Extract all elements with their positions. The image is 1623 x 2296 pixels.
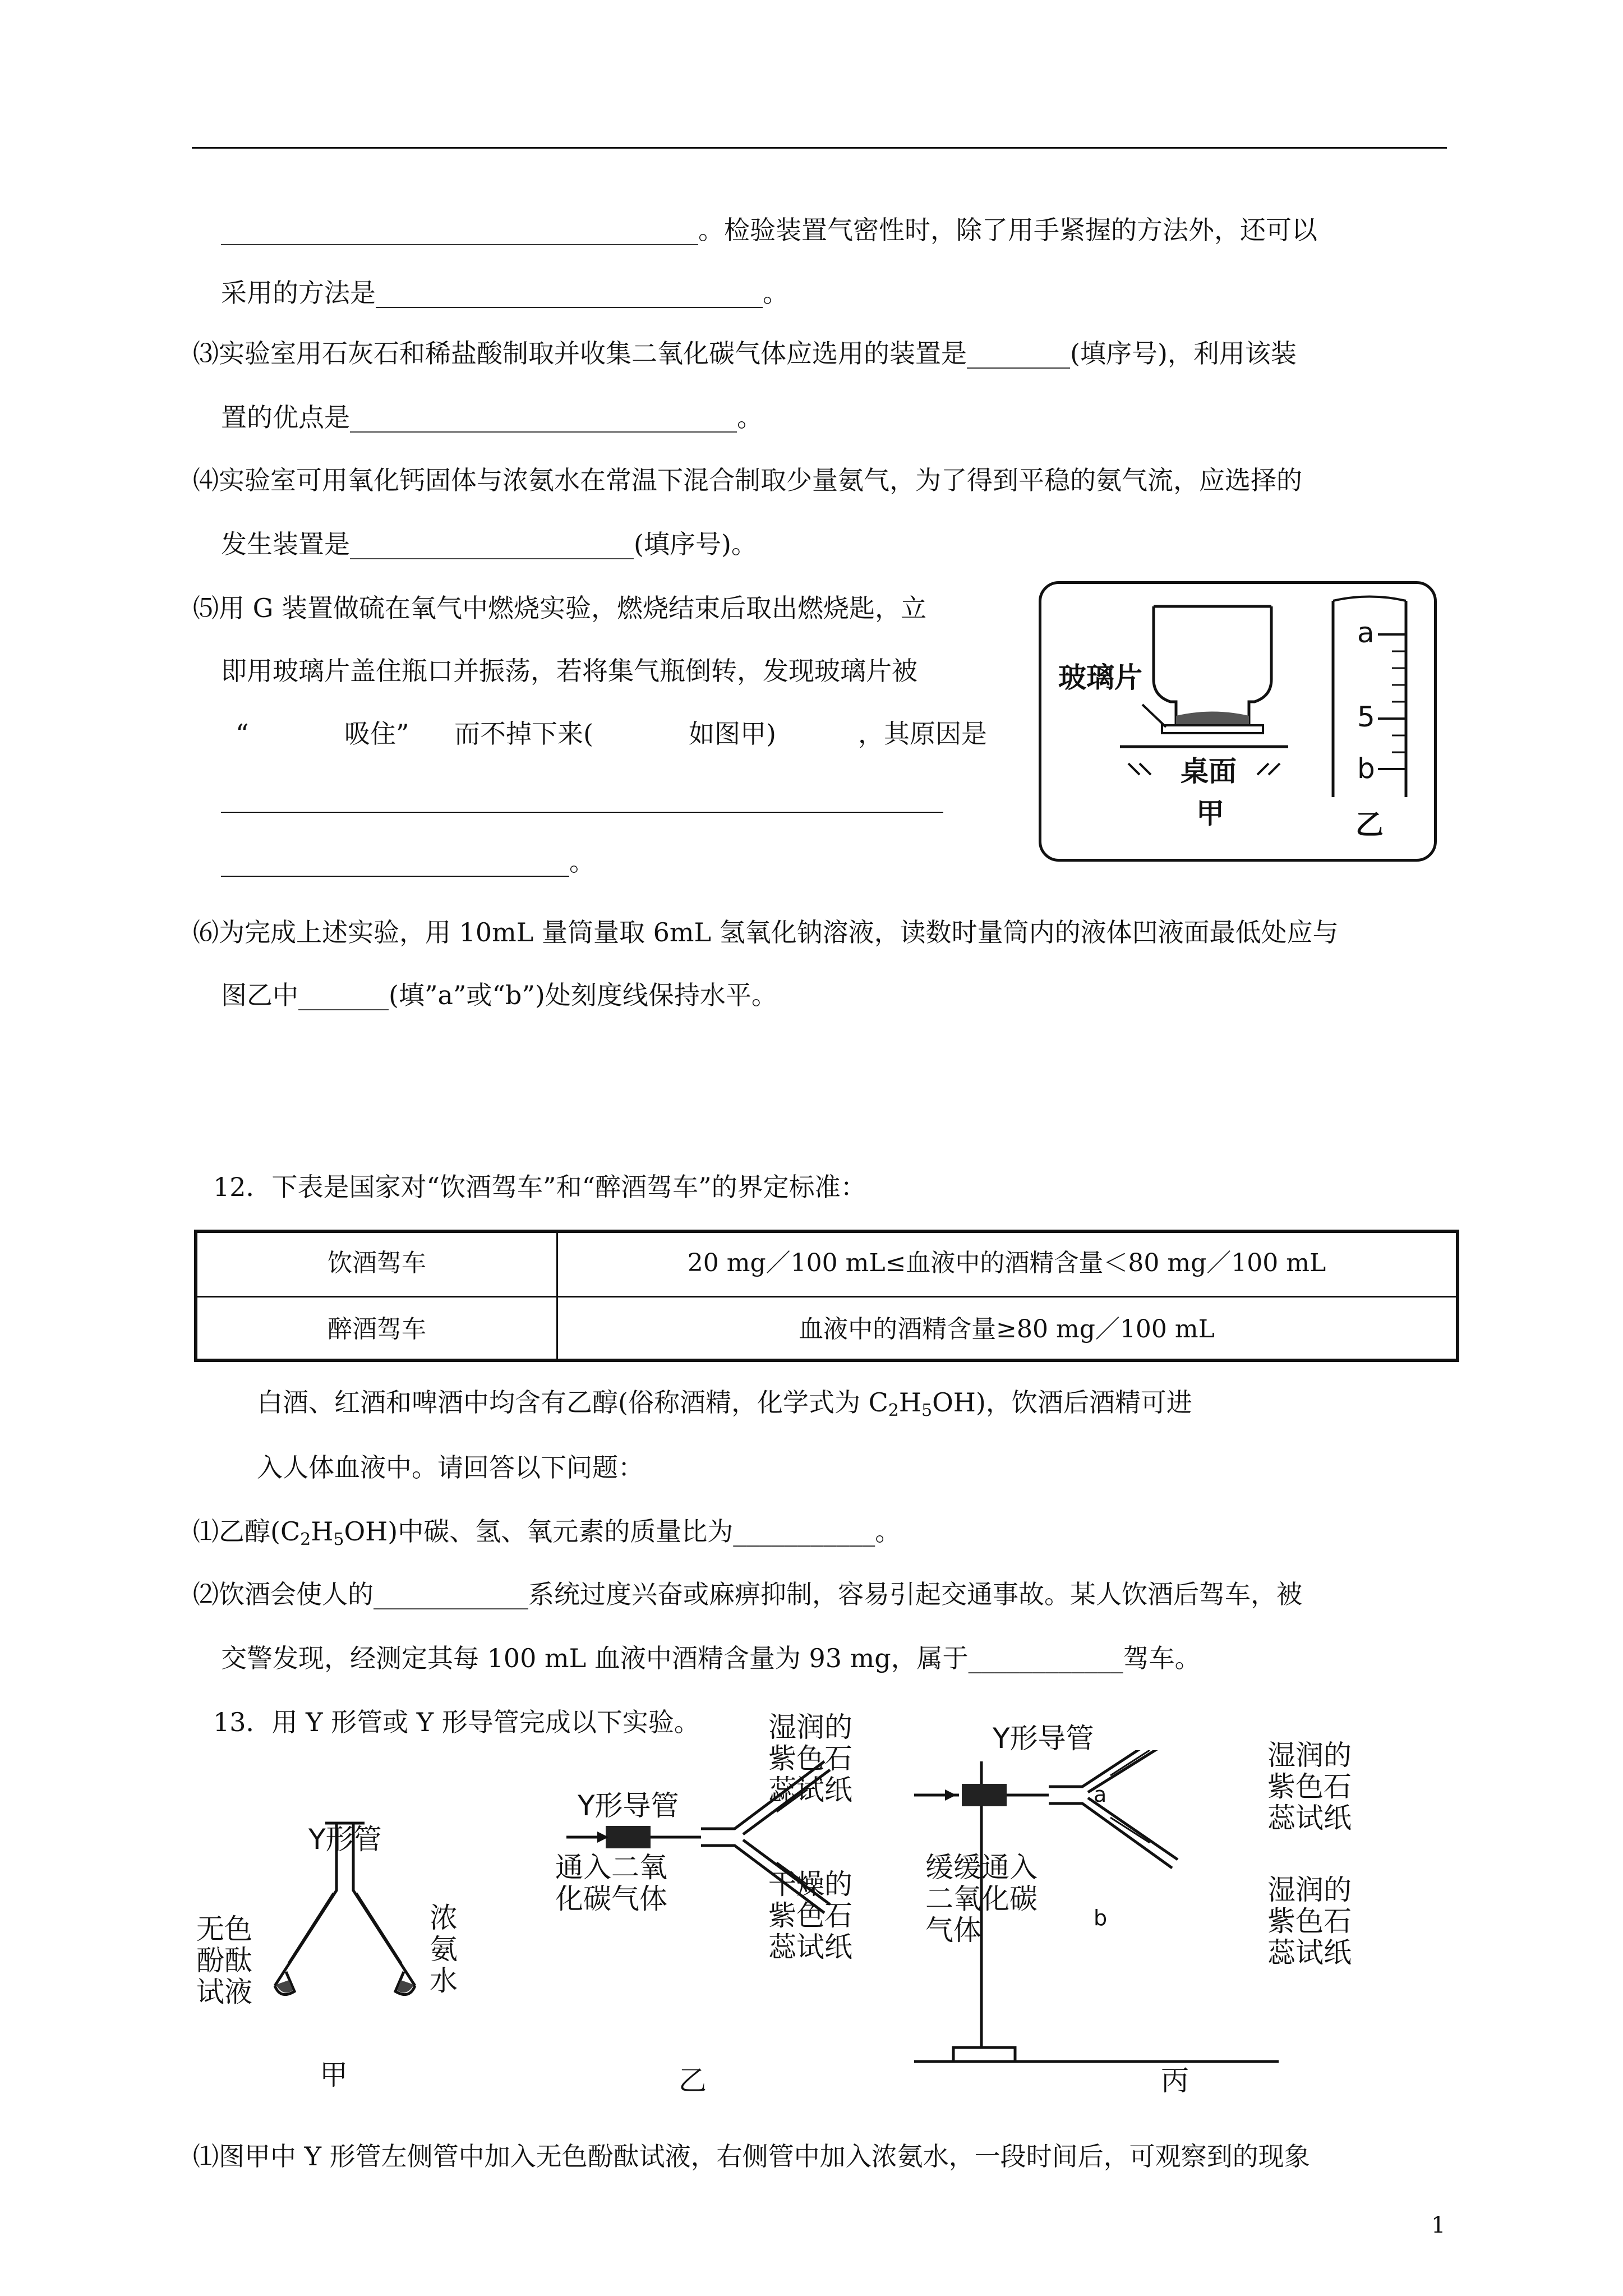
- q12-after-line-1: 白酒、红酒和啤酒中均含有乙醇(俗称酒精，化学式为 $C_2H_5OH$)，饮酒后酒精可进: [257, 1387, 1192, 1420]
- bing-inlet-label-3: 气体: [925, 1914, 981, 1947]
- yi-top-label-1: 湿润的: [768, 1711, 852, 1743]
- yi-bottom-label-3: 蕊试纸: [768, 1931, 852, 1963]
- table-row-1-criterion: 20 mg／100 mL≤血液中的酒精含量＜80 mg／100 mL: [687, 1249, 1326, 1277]
- jia-left-label-2: 酚酞: [196, 1944, 252, 1977]
- yi-inlet-label-1: 通入二氧: [555, 1851, 667, 1884]
- q11-part5-line-4: ________________________________________________________: [221, 783, 943, 813]
- q11-part6-line-2: 图乙中_______(填”a”或“b”)处刻度线保持水平。: [221, 980, 777, 1010]
- bing-b-label: b: [1094, 1906, 1108, 1930]
- q11-part5-line-3e: ，其原因是: [858, 719, 987, 749]
- figure-jia-yi: [1039, 581, 1437, 862]
- q11-part5-line-2: 即用玻璃片盖住瓶口并振荡，若将集气瓶倒转，发现玻璃片被: [221, 656, 917, 686]
- jia-right-label-1: 浓: [430, 1902, 458, 1934]
- table-row-divider: [197, 1296, 1456, 1297]
- yi-top-label-2: 紫色石: [768, 1742, 852, 1775]
- bing-bottom-label-1: 湿润的: [1267, 1874, 1352, 1906]
- q11-part5-line-3b: 吸住”: [344, 719, 409, 749]
- bing-top-label-3: 蕊试纸: [1267, 1802, 1352, 1834]
- q11-part4-line-1: ⑷实验室可用氧化钙固体与浓氨水在常温下混合制取少量氨气，为了得到平稳的氨气流，应选择的: [193, 465, 1302, 495]
- yi-title: Y形导管: [578, 1789, 679, 1822]
- jia-caption: 甲: [320, 2059, 348, 2091]
- table-row-2-category: 醉酒驾车: [328, 1315, 426, 1343]
- yi-inlet-label-2: 化碳气体: [555, 1883, 667, 1915]
- desk-label: 桌面: [1181, 755, 1237, 788]
- q12-intro: 12．下表是国家对“饮酒驾车”和“醉酒驾车”的界定标准：: [213, 1172, 866, 1202]
- tick-5-label: 5: [1357, 701, 1375, 733]
- yi-bottom-label-2: 紫色石: [768, 1899, 852, 1932]
- drinking-standard-table: [194, 1230, 1459, 1362]
- bing-inlet-label-2: 二氧化碳: [925, 1883, 1038, 1915]
- bing-caption: 丙: [1161, 2064, 1189, 2097]
- bing-title: Y形导管: [993, 1722, 1094, 1755]
- jia-left-label-3: 试液: [196, 1976, 252, 2008]
- figure-yi-caption: 乙: [1355, 808, 1384, 841]
- bing-top-label-1: 湿润的: [1267, 1739, 1352, 1772]
- q12-question-2-line-2: 交警发现，经测定其每 100 mL 血液中酒精含量为 93 mg，属于____________驾车。: [221, 1643, 1201, 1673]
- tick-b-label: b: [1357, 752, 1375, 785]
- table-row-1-category: 饮酒驾车: [328, 1249, 426, 1277]
- yi-top-label-3: 蕊试纸: [768, 1774, 852, 1806]
- table-row-2-criterion: 血液中的酒精含量≥80 mg／100 mL: [799, 1315, 1215, 1343]
- q11-part5-line-3d: 如图甲): [689, 719, 776, 749]
- q13-question-1: ⑴图甲中 Y 形管左侧管中加入无色酚酞试液，右侧管中加入浓氨水，一段时间后，可观察到的现象: [193, 2141, 1310, 2171]
- bing-inlet-label-1: 缓缓通入: [925, 1851, 1038, 1884]
- q11-part3-line-2: 置的优点是______________________________。: [221, 402, 763, 432]
- tick-a-label: a: [1357, 616, 1375, 649]
- q11-part5-line-3a: “: [236, 719, 249, 749]
- page-number: 1: [1431, 2212, 1446, 2238]
- q11-part5-line-3c: 而不掉下来(: [454, 719, 593, 749]
- jia-title: Y形管: [308, 1823, 382, 1856]
- yi-bottom-label-1: 干燥的: [768, 1868, 852, 1901]
- bing-a-label: a: [1094, 1782, 1107, 1807]
- jia-right-label-3: 水: [430, 1964, 458, 1997]
- figure-jia-caption: 甲: [1196, 797, 1224, 830]
- q11-line-1: _____________________________________。检验装置气密性时，除了用手紧握的方法外，还可以: [221, 215, 1317, 245]
- q11-part6-line-1: ⑹为完成上述实验，用 10mL 量筒量取 6mL 氢氧化钠溶液，读数时量筒内的液体凹液面最低处应与: [193, 917, 1339, 947]
- q11-part5-line-1: ⑸用 G 装置做硫在氧气中燃烧实验，燃烧结束后取出燃烧匙，立: [193, 593, 926, 623]
- bing-bottom-label-3: 蕊试纸: [1267, 1936, 1352, 1969]
- jia-right-label-2: 氨: [430, 1933, 458, 1966]
- q12-question-2-line-1: ⑵饮酒会使人的____________系统过度兴奋或麻痹抑制，容易引起交通事故。某人饮酒后驾车，被: [193, 1579, 1302, 1609]
- bing-top-label-2: 紫色石: [1267, 1770, 1352, 1803]
- header-rule: [192, 147, 1447, 149]
- q11-part4-line-2: 发生装置是______________________(填序号)。: [221, 529, 757, 559]
- yi-caption: 乙: [679, 2064, 707, 2097]
- bing-bottom-label-2: 紫色石: [1267, 1905, 1352, 1938]
- q12-after-line-2: 入人体血液中。请回答以下问题：: [257, 1452, 644, 1483]
- q11-part5-line-5: ___________________________。: [221, 846, 595, 877]
- q12-question-1: ⑴乙醇$(C_2H_5OH)$中碳、氢、氧元素的质量比为___________。: [193, 1516, 901, 1549]
- jia-left-label-1: 无色: [196, 1913, 252, 1945]
- q11-line-2: 采用的方法是______________________________。: [221, 278, 789, 308]
- glass-plate-label: 玻璃片: [1058, 661, 1142, 694]
- q11-part3-line-1: ⑶实验室用石灰石和稀盐酸制取并收集二氧化碳气体应选用的装置是________(填序号)，利用该装: [193, 338, 1297, 369]
- q13-intro: 13．用 Y 形管或 Y 形导管完成以下实验。: [213, 1707, 700, 1737]
